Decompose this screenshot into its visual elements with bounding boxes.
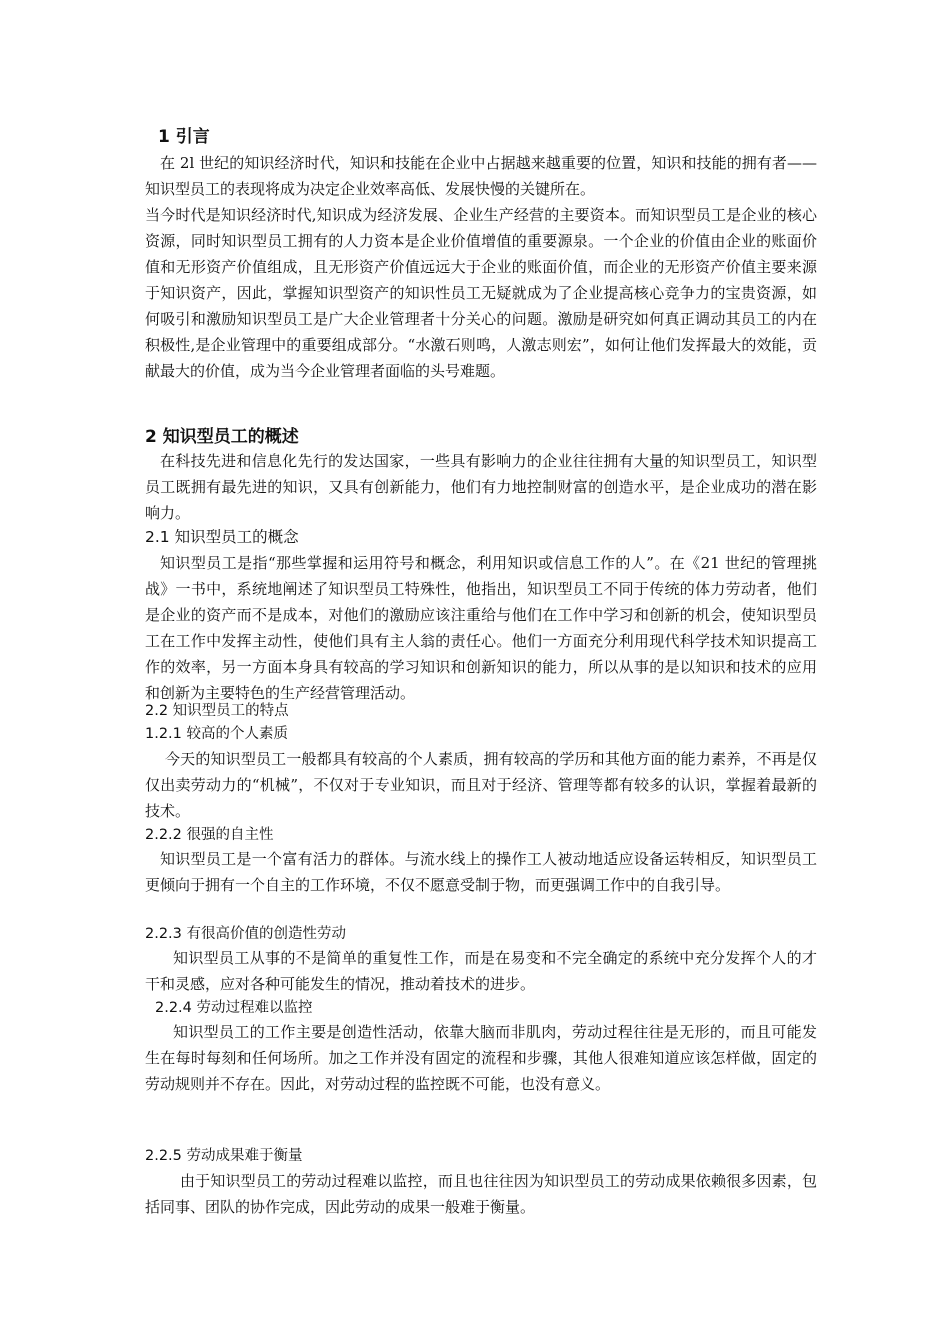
section-2-2-3-heading: 2.2.3 有很高价值的创造性劳动 (145, 926, 347, 942)
section-2-paragraph-1: 在科技先进和信息化先行的发达国家，一些具有影响力的企业往往拥有大量的知识型员工，知识型员工既拥有最先进的知识，又具有创新能力，他们有力地控制财富的创造水平，是企业成功的潜在影响力。 (145, 452, 817, 522)
section-2-2-heading: 2.2 知识型员工的特点 (145, 703, 289, 719)
section-1-paragraph-1: 在 2l 世纪的知识经济时代，知识和技能在企业中占据越来越重要的位置，知识和技能的拥有者——知识型员工的表现将成为决定企业效率高低、发展快慢的关键所在。 (145, 154, 817, 198)
section-1-heading: 1 引言 (158, 127, 210, 147)
section-2-heading: 2 知识型员工的概述 (145, 427, 299, 447)
section-1-2-1-paragraph-1: 今天的知识型员工一般都具有较高的个人素质，拥有较高的学历和其他方面的能力素养，不再是仅仅出卖劳动力的“机械”，不仅对于专业知识，而且对于经济、管理等都有较多的认识，掌握着最新的技术。 (145, 750, 817, 820)
section-1-2-1-heading: 1.2.1 较高的个人素质 (145, 726, 289, 742)
section-2-2-5-heading: 2.2.5 劳动成果难于衡量 (145, 1148, 303, 1164)
section-2-2-2-heading: 2.2.2 很强的自主性 (145, 827, 274, 843)
section-2-1-paragraph-1: 知识型员工是指“那些掌握和运用符号和概念，利用知识或信息工作的人”。在《21 世纪的管理挑战》一书中，系统地阐述了知识型员工特殊性，他指出，知识型员工不同于传统的体力劳动者，他们是企业的资产而不是成本，对他们的激励应该注重给与他们在工作中学习和创新的机会，使知识型员工在工作中发挥主动性，使他们具有主人翁的责任心。他们一方面充分利用现代科学技术知识提高工作的效率，另一方面本身具有较高的学习知识和创新知识的能力，所以从事的是以知识和技术的应用和创新为主要特色的生产经营管理活动。 (145, 554, 817, 702)
section-2-2-2-paragraph-1: 知识型员工是一个富有活力的群体。与流水线上的操作工人被动地适应设备运转相反，知识型员工更倾向于拥有一个自主的工作环境，不仅不愿意受制于物，而更强调工作中的自我引导。 (145, 850, 817, 894)
section-1-paragraph-2: 当今时代是知识经济时代,知识成为经济发展、企业生产经营的主要资本。而知识型员工是企业的核心资源，同时知识型员工拥有的人力资本是企业价值增值的重要源泉。一个企业的价值由企业的账面价值和无形资产价值组成，且无形资产价值远远大于企业的账面价值，而企业的无形资产价值主要来源于知识资产，因此，掌握知识型资产的知识性员工无疑就成为了企业提高核心竞争力的宝贵资源，如何吸引和激励知识型员工是广大企业管理者十分关心的问题。激励是研究如何真正调动其员工的内在积极性,是企业管理中的重要组成部分。“水激石则鸣，人激志则宏”，如何让他们发挥最大的效能，贡献最大的价值，成为当今企业管理者面临的头号难题。 (145, 206, 817, 380)
section-2-2-4-heading: 2.2.4 劳动过程难以监控 (155, 1000, 313, 1016)
section-2-1-heading: 2.1 知识型员工的概念 (145, 528, 299, 546)
section-2-2-5-paragraph-1: 由于知识型员工的劳动过程难以监控，而且也往往因为知识型员工的劳动成果依赖很多因素，包括同事、团队的协作完成，因此劳动的成果一般难于衡量。 (145, 1172, 817, 1216)
section-2-2-4-paragraph-1: 知识型员工的工作主要是创造性活动，依靠大脑而非肌肉，劳动过程往往是无形的，而且可能发生在每时每刻和任何场所。加之工作并没有固定的流程和步骤，其他人很难知道应该怎样做，固定的劳动规则并不存在。因此，对劳动过程的监控既不可能，也没有意义。 (145, 1023, 817, 1093)
section-2-2-3-paragraph-1: 知识型员工从事的不是简单的重复性工作，而是在易变和不完全确定的系统中充分发挥个人的才干和灵感，应对各种可能发生的情况，推动着技术的进步。 (145, 949, 817, 993)
